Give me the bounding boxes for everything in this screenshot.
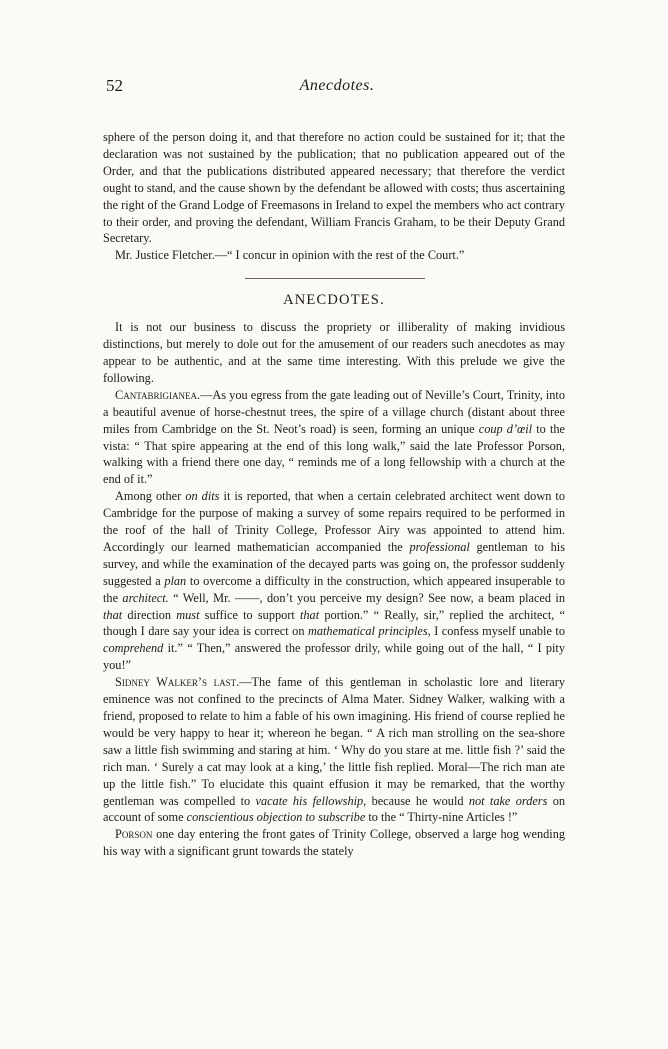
page-number: 52 bbox=[106, 76, 123, 95]
italic-run: comprehend bbox=[103, 641, 164, 656]
text-run: suffice to support bbox=[199, 607, 300, 622]
legal-paragraph-2: Mr. Justice Fletcher.—“ I concur in opinion with the rest of the Court.” bbox=[115, 248, 465, 263]
airy-paragraph bbox=[103, 488, 565, 674]
text-run: because he would bbox=[366, 793, 469, 808]
text-run: to the “ Thirty-nine Articles !” bbox=[365, 810, 518, 825]
text-run: one day entering the front gates of Trinity College, observed a large hog wending his way with a significant grunt towards the stately bbox=[103, 827, 565, 859]
text-run: portion.” “ Really, sir,” replied the architect, “ though I dare say your idea is correct on bbox=[103, 607, 565, 639]
page-header bbox=[106, 76, 568, 96]
text-run: it is reported, that when a certain celebrated architect went down to Cambridge for the purpose of making a survey of some repairs required to be performed in the roof of the hall of Trinity College, Professor Airy was appointed to attend him. Accordingly our learned mathematician accompanied the bbox=[103, 489, 565, 554]
italic-run: plan bbox=[164, 573, 187, 588]
legal-paragraph-1: sphere of the person doing it, and that therefore no action could be sustained for it; that the declaration was not sustained by the publication; that no publication appeared out of the Order, and that the publications distributed appeared necessary; that therefore the verdict ought to stand, and the cause shown by the defendant be allowed with costs; thus ascertaining the right of the Grand Lodge of Freemasons in Ireland to expel the members who act contrary to their order, and proving the defendant, William Francis Graham, to be their Deputy Grand Secretary. bbox=[103, 130, 565, 246]
text-run: I confess myself unable to bbox=[430, 624, 565, 639]
text-run: —As you egress from the gate leading out of Neville’s Court, Trinity, into a beautiful avenue of horse-chestnut trees, the spire of a village church (distant about three miles from Cambridge on the St. Neot’s road) is seen, forming an unique bbox=[103, 387, 565, 436]
italic-run: coup d’œil bbox=[478, 421, 533, 436]
italic-run: that bbox=[299, 607, 320, 622]
italic-run: mathematical principles, bbox=[307, 624, 431, 639]
intro-paragraph: It is not our business to discuss the propriety or illiberality of making invidious distinctions, but merely to dole out for the amusement of our readers such anecdotes as may appear to be authentic, and at the same time interesting. With this prelude we give the following. bbox=[103, 320, 565, 385]
text-run: it.” “ Then,” answered the professor drily, while going out of the hall, “ I pity you!” bbox=[103, 641, 565, 673]
cantabrigianea-heading: Cantabrigianea. bbox=[115, 387, 201, 402]
running-head: Anecdotes. bbox=[299, 77, 375, 94]
cantabrigianea-paragraph bbox=[103, 387, 565, 488]
italic-run: on dits bbox=[185, 489, 220, 504]
text-run: Among other bbox=[115, 489, 186, 504]
walker-heading: Sidney Walker’s last. bbox=[115, 675, 240, 690]
text-run: gentleman to his survey, and while the examination of the decayed parts was going on, the professor suddenly suggested a bbox=[103, 539, 565, 588]
text-run: to overcome a difficulty in the construction, which appeared insuperable to the bbox=[103, 573, 565, 605]
porson-paragraph bbox=[103, 826, 565, 860]
text-run: on account of some bbox=[103, 793, 566, 825]
italic-run: architect. bbox=[122, 590, 169, 605]
italic-run: vacate his fellowship, bbox=[255, 793, 367, 808]
text-run: to the vista: “ That spire appearing at the end of this long walk,” said the late Professor Porson, walking with a friend there one day, “ reminds me of a long fellowship with a church at the end of it.” bbox=[103, 421, 565, 487]
italic-run: must bbox=[176, 607, 200, 622]
italic-run: conscientious objection to subscribe bbox=[186, 810, 366, 825]
separator-area bbox=[103, 264, 565, 292]
text-run: “ Well, Mr. ——, don’t you perceive my design? See now, a beam placed in bbox=[168, 590, 565, 605]
walker-paragraph bbox=[103, 674, 565, 826]
separator-rule bbox=[245, 278, 425, 279]
porson-heading: Porson bbox=[115, 827, 153, 842]
text-block bbox=[103, 129, 565, 860]
italic-run: professional bbox=[409, 539, 470, 554]
text-run: direction bbox=[122, 607, 177, 622]
section-title: ANECDOTES. bbox=[283, 292, 385, 309]
italic-run: that bbox=[103, 607, 123, 622]
italic-run: not take orders bbox=[468, 793, 548, 808]
text-run: —The fame of this gentleman in scholastic lore and literary eminence was not confined to the precincts of Alma Mater. Sidney Walker, walking with a friend, proposed to relate to him a fable of his own imagining. His friend of course replied he would be very happy to hear it; whereon he began. “ A rich man strolling on the sea-shore saw a little fish swimming and staring at him. ‘ Why do you stare at me. little fish ?’ said the rich man. ‘ Surely a cat may look at a king,’ the little fish replied. Moral—The rich man ate up the little fish.” To elucidate this quaint effusion it may be remarked, that the worthy gentleman was compelled to bbox=[103, 675, 565, 808]
